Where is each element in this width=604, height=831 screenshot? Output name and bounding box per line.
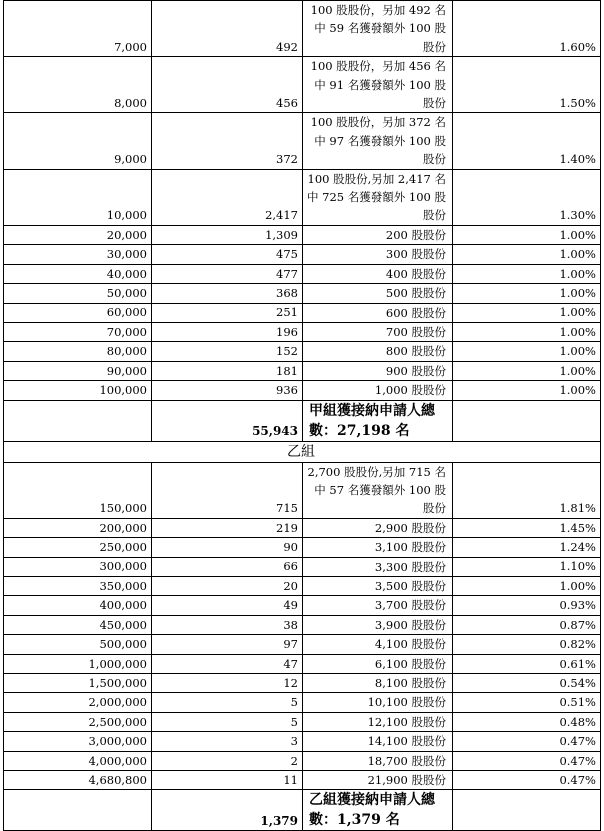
allotment-basis-cell: 200 股股份 bbox=[303, 225, 453, 244]
applied-shares-cell: 450,000 bbox=[4, 615, 152, 634]
table-row bbox=[4, 462, 601, 518]
allotment-basis-cell: 100 股股份，另加 456 名中 91 名獲發額外 100 股股份 bbox=[303, 57, 453, 113]
allotment-basis-cell: 3,500 股股份 bbox=[303, 576, 453, 595]
valid-applications-cell: 2 bbox=[152, 751, 303, 770]
table-row bbox=[4, 654, 601, 673]
applied-shares-cell: 200,000 bbox=[4, 518, 152, 537]
valid-applications-cell: 475 bbox=[152, 245, 303, 264]
valid-applications-cell: 477 bbox=[152, 264, 303, 283]
valid-applications-cell: 47 bbox=[152, 654, 303, 673]
allotment-percentage-cell: 0.48% bbox=[453, 712, 601, 731]
table-row bbox=[4, 361, 601, 380]
table-row bbox=[4, 674, 601, 693]
allotment-basis-cell: 8,100 股股份 bbox=[303, 674, 453, 693]
table-row bbox=[4, 264, 601, 283]
allotment-percentage-cell: 0.93% bbox=[453, 596, 601, 615]
valid-applications-cell: 1,309 bbox=[152, 225, 303, 244]
table-row bbox=[4, 693, 601, 712]
valid-applications-cell: 219 bbox=[152, 518, 303, 537]
applied-shares-cell: 9,000 bbox=[4, 113, 152, 169]
allotment-percentage-cell: 1.00% bbox=[453, 245, 601, 264]
allotment-percentage-cell: 0.87% bbox=[453, 615, 601, 634]
allotment-percentage-cell: 1.00% bbox=[453, 576, 601, 595]
total-blank-cell bbox=[4, 400, 152, 441]
applied-shares-cell: 400,000 bbox=[4, 596, 152, 615]
allotment-percentage-cell: 1.00% bbox=[453, 225, 601, 244]
table-row bbox=[4, 576, 601, 595]
allotment-percentage-cell: 0.47% bbox=[453, 732, 601, 751]
allotment-basis-cell: 2,700 股股份,另加 715 名中 57 名獲發額外 100 股股份 bbox=[303, 462, 453, 518]
applied-shares-cell: 30,000 bbox=[4, 245, 152, 264]
table-row bbox=[4, 245, 601, 264]
allotment-percentage-cell: 0.61% bbox=[453, 654, 601, 673]
valid-applications-cell: 2,417 bbox=[152, 169, 303, 225]
allotment-percentage-cell: 0.51% bbox=[453, 693, 601, 712]
allotment-basis-cell: 700 股股份 bbox=[303, 322, 453, 341]
applied-shares-cell: 40,000 bbox=[4, 264, 152, 283]
valid-applications-cell: 492 bbox=[152, 1, 303, 57]
allotment-percentage-cell: 0.47% bbox=[453, 771, 601, 790]
valid-applications-cell: 5 bbox=[152, 693, 303, 712]
allotment-basis-cell: 100 股股份，另加 372 名中 97 名獲發額外 100 股股份 bbox=[303, 113, 453, 169]
valid-applications-cell: 5 bbox=[152, 712, 303, 731]
table-row bbox=[4, 225, 601, 244]
table-row bbox=[4, 303, 601, 322]
table-row bbox=[4, 381, 601, 400]
valid-applications-cell: 12 bbox=[152, 674, 303, 693]
valid-applications-cell: 152 bbox=[152, 342, 303, 361]
allotment-basis-cell: 600 股股份 bbox=[303, 303, 453, 322]
allotment-percentage-cell: 1.00% bbox=[453, 322, 601, 341]
allotment-percentage-cell: 1.00% bbox=[453, 284, 601, 303]
table-row bbox=[4, 57, 601, 113]
allotment-percentage-cell: 1.50% bbox=[453, 57, 601, 113]
allotment-percentage-cell: 1.81% bbox=[453, 462, 601, 518]
group-a-total-row bbox=[4, 400, 601, 441]
valid-applications-cell: 715 bbox=[152, 462, 303, 518]
allotment-basis-cell: 100 股股份,另加 2,417 名中 725 名獲發額外 100 股股份 bbox=[303, 169, 453, 225]
allotment-percentage-cell: 0.47% bbox=[453, 751, 601, 770]
allotment-basis-cell: 3,300 股股份 bbox=[303, 557, 453, 576]
allotment-basis-cell: 4,100 股股份 bbox=[303, 635, 453, 654]
total-blank-cell bbox=[4, 790, 152, 831]
group-b-valid-total: 1,379 bbox=[152, 790, 303, 831]
valid-applications-cell: 20 bbox=[152, 576, 303, 595]
allotment-basis-cell: 18,700 股股份 bbox=[303, 751, 453, 770]
valid-applications-cell: 456 bbox=[152, 57, 303, 113]
allotment-basis-cell: 3,100 股股份 bbox=[303, 538, 453, 557]
table-row bbox=[4, 771, 601, 790]
applied-shares-cell: 10,000 bbox=[4, 169, 152, 225]
table-row bbox=[4, 113, 601, 169]
valid-applications-cell: 66 bbox=[152, 557, 303, 576]
valid-applications-cell: 368 bbox=[152, 284, 303, 303]
applied-shares-cell: 70,000 bbox=[4, 322, 152, 341]
allotment-basis-cell: 1,000 股股份 bbox=[303, 381, 453, 400]
total-blank-cell bbox=[453, 400, 601, 441]
allotment-percentage-cell: 1.60% bbox=[453, 1, 601, 57]
valid-applications-cell: 3 bbox=[152, 732, 303, 751]
allotment-basis-cell: 14,100 股股份 bbox=[303, 732, 453, 751]
allotment-percentage-cell: 1.45% bbox=[453, 518, 601, 537]
applied-shares-cell: 3,000,000 bbox=[4, 732, 152, 751]
allotment-percentage-cell: 1.00% bbox=[453, 342, 601, 361]
valid-applications-cell: 196 bbox=[152, 322, 303, 341]
allotment-basis-cell: 6,100 股股份 bbox=[303, 654, 453, 673]
applied-shares-cell: 100,000 bbox=[4, 381, 152, 400]
allotment-basis-cell: 21,900 股股份 bbox=[303, 771, 453, 790]
allotment-basis-cell: 300 股股份 bbox=[303, 245, 453, 264]
valid-applications-cell: 90 bbox=[152, 538, 303, 557]
table-row bbox=[4, 284, 601, 303]
total-blank-cell bbox=[453, 790, 601, 831]
valid-applications-cell: 181 bbox=[152, 361, 303, 380]
allotment-basis-cell: 3,700 股股份 bbox=[303, 596, 453, 615]
table-row bbox=[4, 635, 601, 654]
table-row bbox=[4, 732, 601, 751]
group-b-rows bbox=[4, 462, 601, 790]
applied-shares-cell: 7,000 bbox=[4, 1, 152, 57]
allotment-percentage-cell: 1.10% bbox=[453, 557, 601, 576]
applied-shares-cell: 250,000 bbox=[4, 538, 152, 557]
table-row bbox=[4, 596, 601, 615]
table-row bbox=[4, 342, 601, 361]
allotment-percentage-cell: 1.00% bbox=[453, 361, 601, 380]
allotment-basis-cell: 12,100 股股份 bbox=[303, 712, 453, 731]
applied-shares-cell: 90,000 bbox=[4, 361, 152, 380]
group-b-header: 乙組 bbox=[4, 441, 601, 462]
table-row bbox=[4, 1, 601, 57]
table-row bbox=[4, 557, 601, 576]
applied-shares-cell: 1,000,000 bbox=[4, 654, 152, 673]
applied-shares-cell: 300,000 bbox=[4, 557, 152, 576]
applied-shares-cell: 50,000 bbox=[4, 284, 152, 303]
valid-applications-cell: 49 bbox=[152, 596, 303, 615]
allotment-percentage-cell: 1.00% bbox=[453, 264, 601, 283]
applied-shares-cell: 350,000 bbox=[4, 576, 152, 595]
table-row bbox=[4, 538, 601, 557]
applied-shares-cell: 2,000,000 bbox=[4, 693, 152, 712]
valid-applications-cell: 38 bbox=[152, 615, 303, 634]
allotment-basis-cell: 500 股股份 bbox=[303, 284, 453, 303]
allotment-percentage-cell: 1.40% bbox=[453, 113, 601, 169]
applied-shares-cell: 4,000,000 bbox=[4, 751, 152, 770]
applied-shares-cell: 2,500,000 bbox=[4, 712, 152, 731]
applied-shares-cell: 1,500,000 bbox=[4, 674, 152, 693]
valid-applications-cell: 97 bbox=[152, 635, 303, 654]
table-row bbox=[4, 322, 601, 341]
allotment-basis-cell: 400 股股份 bbox=[303, 264, 453, 283]
allotment-basis-cell: 800 股股份 bbox=[303, 342, 453, 361]
group-b-header-row bbox=[4, 441, 601, 462]
allotment-basis-cell: 900 股股份 bbox=[303, 361, 453, 380]
allotment-basis-cell: 2,900 股股份 bbox=[303, 518, 453, 537]
valid-applications-cell: 372 bbox=[152, 113, 303, 169]
applied-shares-cell: 8,000 bbox=[4, 57, 152, 113]
table-row bbox=[4, 518, 601, 537]
applied-shares-cell: 150,000 bbox=[4, 462, 152, 518]
applied-shares-cell: 4,680,800 bbox=[4, 771, 152, 790]
allotment-basis-cell: 100 股股份，另加 492 名中 59 名獲發額外 100 股股份 bbox=[303, 1, 453, 57]
allotment-percentage-cell: 0.54% bbox=[453, 674, 601, 693]
group-a-accepted-total: 甲組獲接納申請人總數：27,198 名 bbox=[303, 400, 453, 441]
table-row bbox=[4, 751, 601, 770]
allotment-percentage-cell: 1.24% bbox=[453, 538, 601, 557]
applied-shares-cell: 80,000 bbox=[4, 342, 152, 361]
table-row bbox=[4, 712, 601, 731]
group-a-rows bbox=[4, 1, 601, 401]
group-a-valid-total: 55,943 bbox=[152, 400, 303, 441]
valid-applications-cell: 11 bbox=[152, 771, 303, 790]
valid-applications-cell: 251 bbox=[152, 303, 303, 322]
allotment-percentage-cell: 1.30% bbox=[453, 169, 601, 225]
allotment-percentage-cell: 1.00% bbox=[453, 381, 601, 400]
table-row bbox=[4, 169, 601, 225]
table-row bbox=[4, 615, 601, 634]
allotment-percentage-cell: 1.00% bbox=[453, 303, 601, 322]
allocation-table bbox=[3, 0, 601, 831]
allotment-percentage-cell: 0.82% bbox=[453, 635, 601, 654]
group-b-accepted-total: 乙組獲接納申請人總數：1,379 名 bbox=[303, 790, 453, 831]
applied-shares-cell: 500,000 bbox=[4, 635, 152, 654]
valid-applications-cell: 936 bbox=[152, 381, 303, 400]
group-b-total-row bbox=[4, 790, 601, 831]
applied-shares-cell: 60,000 bbox=[4, 303, 152, 322]
applied-shares-cell: 20,000 bbox=[4, 225, 152, 244]
allotment-basis-cell: 10,100 股股份 bbox=[303, 693, 453, 712]
allotment-basis-cell: 3,900 股股份 bbox=[303, 615, 453, 634]
